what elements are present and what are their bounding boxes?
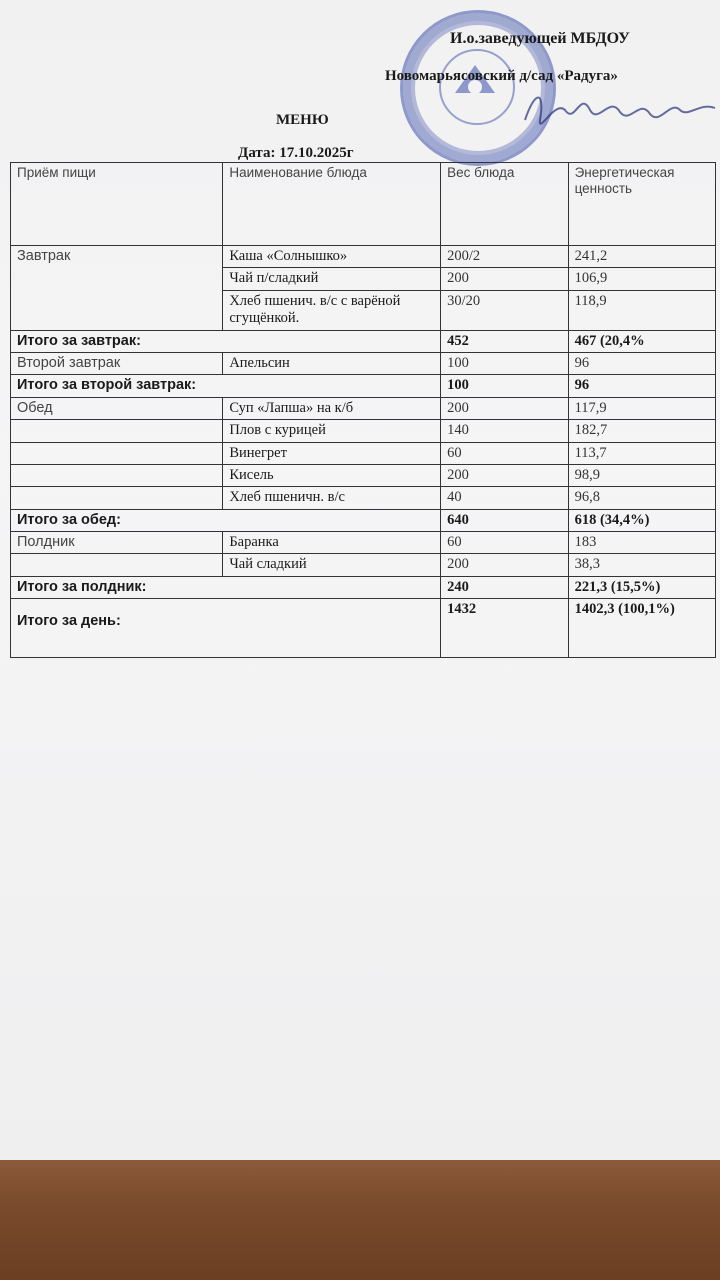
energy-cell: 38,3 <box>568 554 715 576</box>
table-row <box>11 442 716 464</box>
dish-cell: Хлеб пшенич. в/с с варёной сгущёнкой. <box>223 290 441 330</box>
energy-cell: 183 <box>568 532 715 554</box>
meal-cell-empty <box>11 554 223 576</box>
total-row-lunch <box>11 509 716 531</box>
dish-cell: Кисель <box>223 464 441 486</box>
meal-breakfast: Завтрак <box>11 246 223 331</box>
dish-cell: Суп «Лапша» на к/б <box>223 397 441 419</box>
table-row <box>11 397 716 419</box>
total-label: Итого за завтрак: <box>11 330 441 352</box>
meal-second-breakfast: Второй завтрак <box>11 352 223 374</box>
table-row <box>11 464 716 486</box>
energy-cell: 98,9 <box>568 464 715 486</box>
table-row <box>11 532 716 554</box>
signature-icon <box>520 80 720 140</box>
dish-cell: Апельсин <box>223 352 441 374</box>
weight-cell: 60 <box>441 532 569 554</box>
weight-cell: 200 <box>441 268 569 290</box>
energy-cell: 113,7 <box>568 442 715 464</box>
energy-cell: 118,9 <box>568 290 715 330</box>
total-energy: 96 <box>568 375 715 397</box>
dish-cell: Каша «Солнышко» <box>223 246 441 268</box>
menu-table <box>10 162 716 658</box>
energy-cell: 182,7 <box>568 420 715 442</box>
approver-position: И.о.заведующей МБДОУ <box>450 30 630 47</box>
table-row <box>11 352 716 374</box>
weight-cell: 200 <box>441 397 569 419</box>
weight-cell: 200 <box>441 554 569 576</box>
approver-organization: Новомарьясовский д/сад «Радуга» <box>385 68 618 84</box>
table-row <box>11 487 716 509</box>
total-energy: 221,3 (15,5%) <box>568 576 715 598</box>
meal-cell-empty <box>11 464 223 486</box>
header-energy: Энергетическая ценность <box>568 163 715 246</box>
energy-cell: 96,8 <box>568 487 715 509</box>
day-total-weight: 1432 <box>441 599 569 658</box>
weight-cell: 30/20 <box>441 290 569 330</box>
weight-cell: 140 <box>441 420 569 442</box>
dish-cell: Чай п/сладкий <box>223 268 441 290</box>
energy-cell: 241,2 <box>568 246 715 268</box>
weight-cell: 40 <box>441 487 569 509</box>
energy-cell: 96 <box>568 352 715 374</box>
weight-cell: 60 <box>441 442 569 464</box>
day-total-label: Итого за день: <box>11 599 441 658</box>
energy-cell: 117,9 <box>568 397 715 419</box>
table-row <box>11 246 716 268</box>
meal-snack: Полдник <box>11 532 223 554</box>
weight-cell: 100 <box>441 352 569 374</box>
total-row-second-breakfast <box>11 375 716 397</box>
total-row-snack <box>11 576 716 598</box>
menu-date: Дата: 17.10.2025г <box>238 145 354 161</box>
dish-cell: Плов с курицей <box>223 420 441 442</box>
dish-cell: Хлеб пшеничн. в/с <box>223 487 441 509</box>
total-energy: 467 (20,4% <box>568 330 715 352</box>
header-meal: Приём пищи <box>11 163 223 246</box>
meal-cell-empty <box>11 420 223 442</box>
weight-cell: 200/2 <box>441 246 569 268</box>
table-row <box>11 420 716 442</box>
energy-cell: 106,9 <box>568 268 715 290</box>
dish-cell: Чай сладкий <box>223 554 441 576</box>
header-weight: Вес блюда <box>441 163 569 246</box>
header-dish: Наименование блюда <box>223 163 441 246</box>
wooden-table-surface <box>0 1160 720 1280</box>
page-title: МЕНЮ <box>276 112 329 128</box>
table-row <box>11 554 716 576</box>
total-weight: 240 <box>441 576 569 598</box>
meal-lunch: Обед <box>11 397 223 419</box>
dish-cell: Винегрет <box>223 442 441 464</box>
day-total-energy: 1402,3 (100,1%) <box>568 599 715 658</box>
total-label: Итого за обед: <box>11 509 441 531</box>
total-label: Итого за второй завтрак: <box>11 375 441 397</box>
total-energy: 618 (34,4%) <box>568 509 715 531</box>
total-weight: 640 <box>441 509 569 531</box>
table-header-row <box>11 163 716 246</box>
total-weight: 452 <box>441 330 569 352</box>
meal-cell-empty <box>11 442 223 464</box>
weight-cell: 200 <box>441 464 569 486</box>
total-weight: 100 <box>441 375 569 397</box>
meal-cell-empty <box>11 487 223 509</box>
total-row-breakfast <box>11 330 716 352</box>
dish-cell: Баранка <box>223 532 441 554</box>
total-label: Итого за полдник: <box>11 576 441 598</box>
total-row-day <box>11 599 716 658</box>
